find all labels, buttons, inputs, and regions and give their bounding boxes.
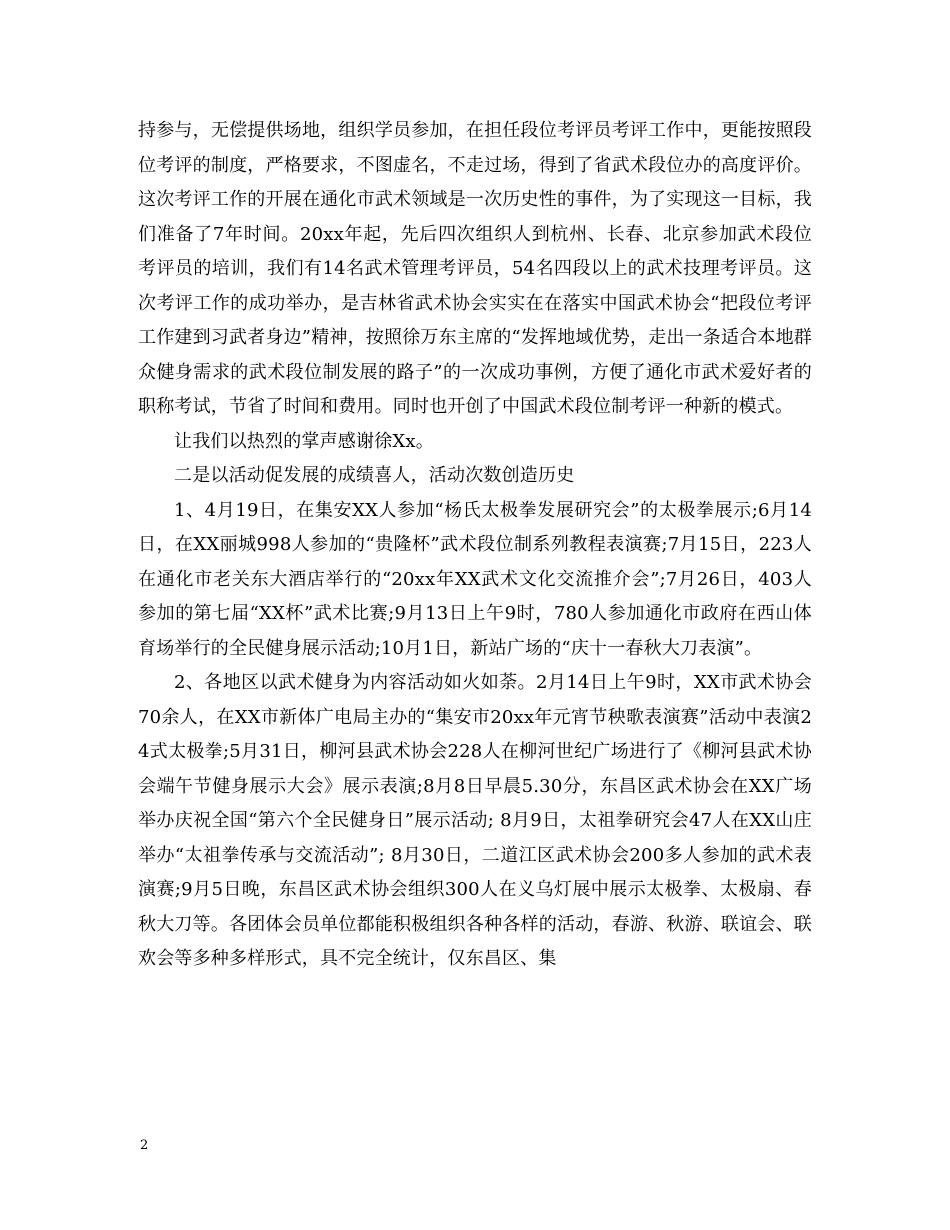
paragraph-item-1: 1、4月19日，在集安XX人参加“杨氏太极拳发展研究会”的太极拳展示;6月14日，在XX丽城998人参加的“贵隆杯”武术段位制系列教程表演赛;7月15日，223人在通化市老关东大酒店举行的“20xx年XX武术文化交流推介会”;7月26日，403人参加的第七届“XX杯”武术比赛;9月13日上午9时，780人参加通化市政府在西山体育场举行的全民健身展示活动;10月1日，新站广场的“庆十一春秋大刀表演”。 bbox=[138, 499, 812, 659]
paragraph-item-2: 2、各地区以武术健身为内容活动如火如荼。2月14日上午9时，XX市武术协会70余人，在XX市新体广电局主办的“集安市20xx年元宵节秧歌表演赛”活动中表演24式太极拳;5月31日，柳河县武术协会228人在柳河世纪广场进行了《柳河县武术协会端午节健身展示大会》展示表演;8月8日早晨5.30分，东昌区武术协会在XX广场举办庆祝全国“第六个全民健身日”展示活动; 8月9日，太祖拳研究会47人在XX山庄举办“太祖拳传承与交流活动”; 8月30日，二道江区武术协会200多人参加的武术表演赛;9月5日晚，东昌区武术协会组织300人在义乌灯展中展示太极拳、太极扇、春秋大刀等。各团体会员单位都能积极组织各种各样的活动，春游、秋游、联谊会、联欢会等多种多样形式，具不完全统计，仅东昌区、集 bbox=[138, 672, 812, 969]
paragraph-continuation: 持参与，无偿提供场地，组织学员参加，在担任段位考评员考评工作中，更能按照段位考评的制度，严格要求，不图虚名，不走过场，得到了省武术段位办的高度评价。这次考评工作的开展在通化市武术领域是一次历史性的事件，为了实现这一目标，我们准备了7年时间。20xx年起，先后四次组织人到杭州、长春、北京参加武术段位考评员的培训，我们有14名武术管理考评员，54名四段以上的武术技理考评员。这次考评工作的成功举办，是吉林省武术协会实实在在落实中国武术协会“把段位考评工作建到习武者身边”精神，按照徐万东主席的“发挥地域优势，走出一条适合本地群众健身需求的武术段位制发展的路子”的一次成功事例，方便了通化市武术爱好者的职称考试，节省了时间和费用。同时也开创了中国武术段位制考评一种新的模式。 bbox=[138, 120, 813, 417]
section-heading: 二是以活动促发展的成绩喜人，活动次数创造历史 bbox=[174, 465, 575, 486]
document-body bbox=[138, 114, 812, 977]
paragraph-thanks: 让我们以热烈的掌声感谢徐Xx。 bbox=[174, 430, 434, 452]
page-number: 2 bbox=[140, 1138, 149, 1153]
